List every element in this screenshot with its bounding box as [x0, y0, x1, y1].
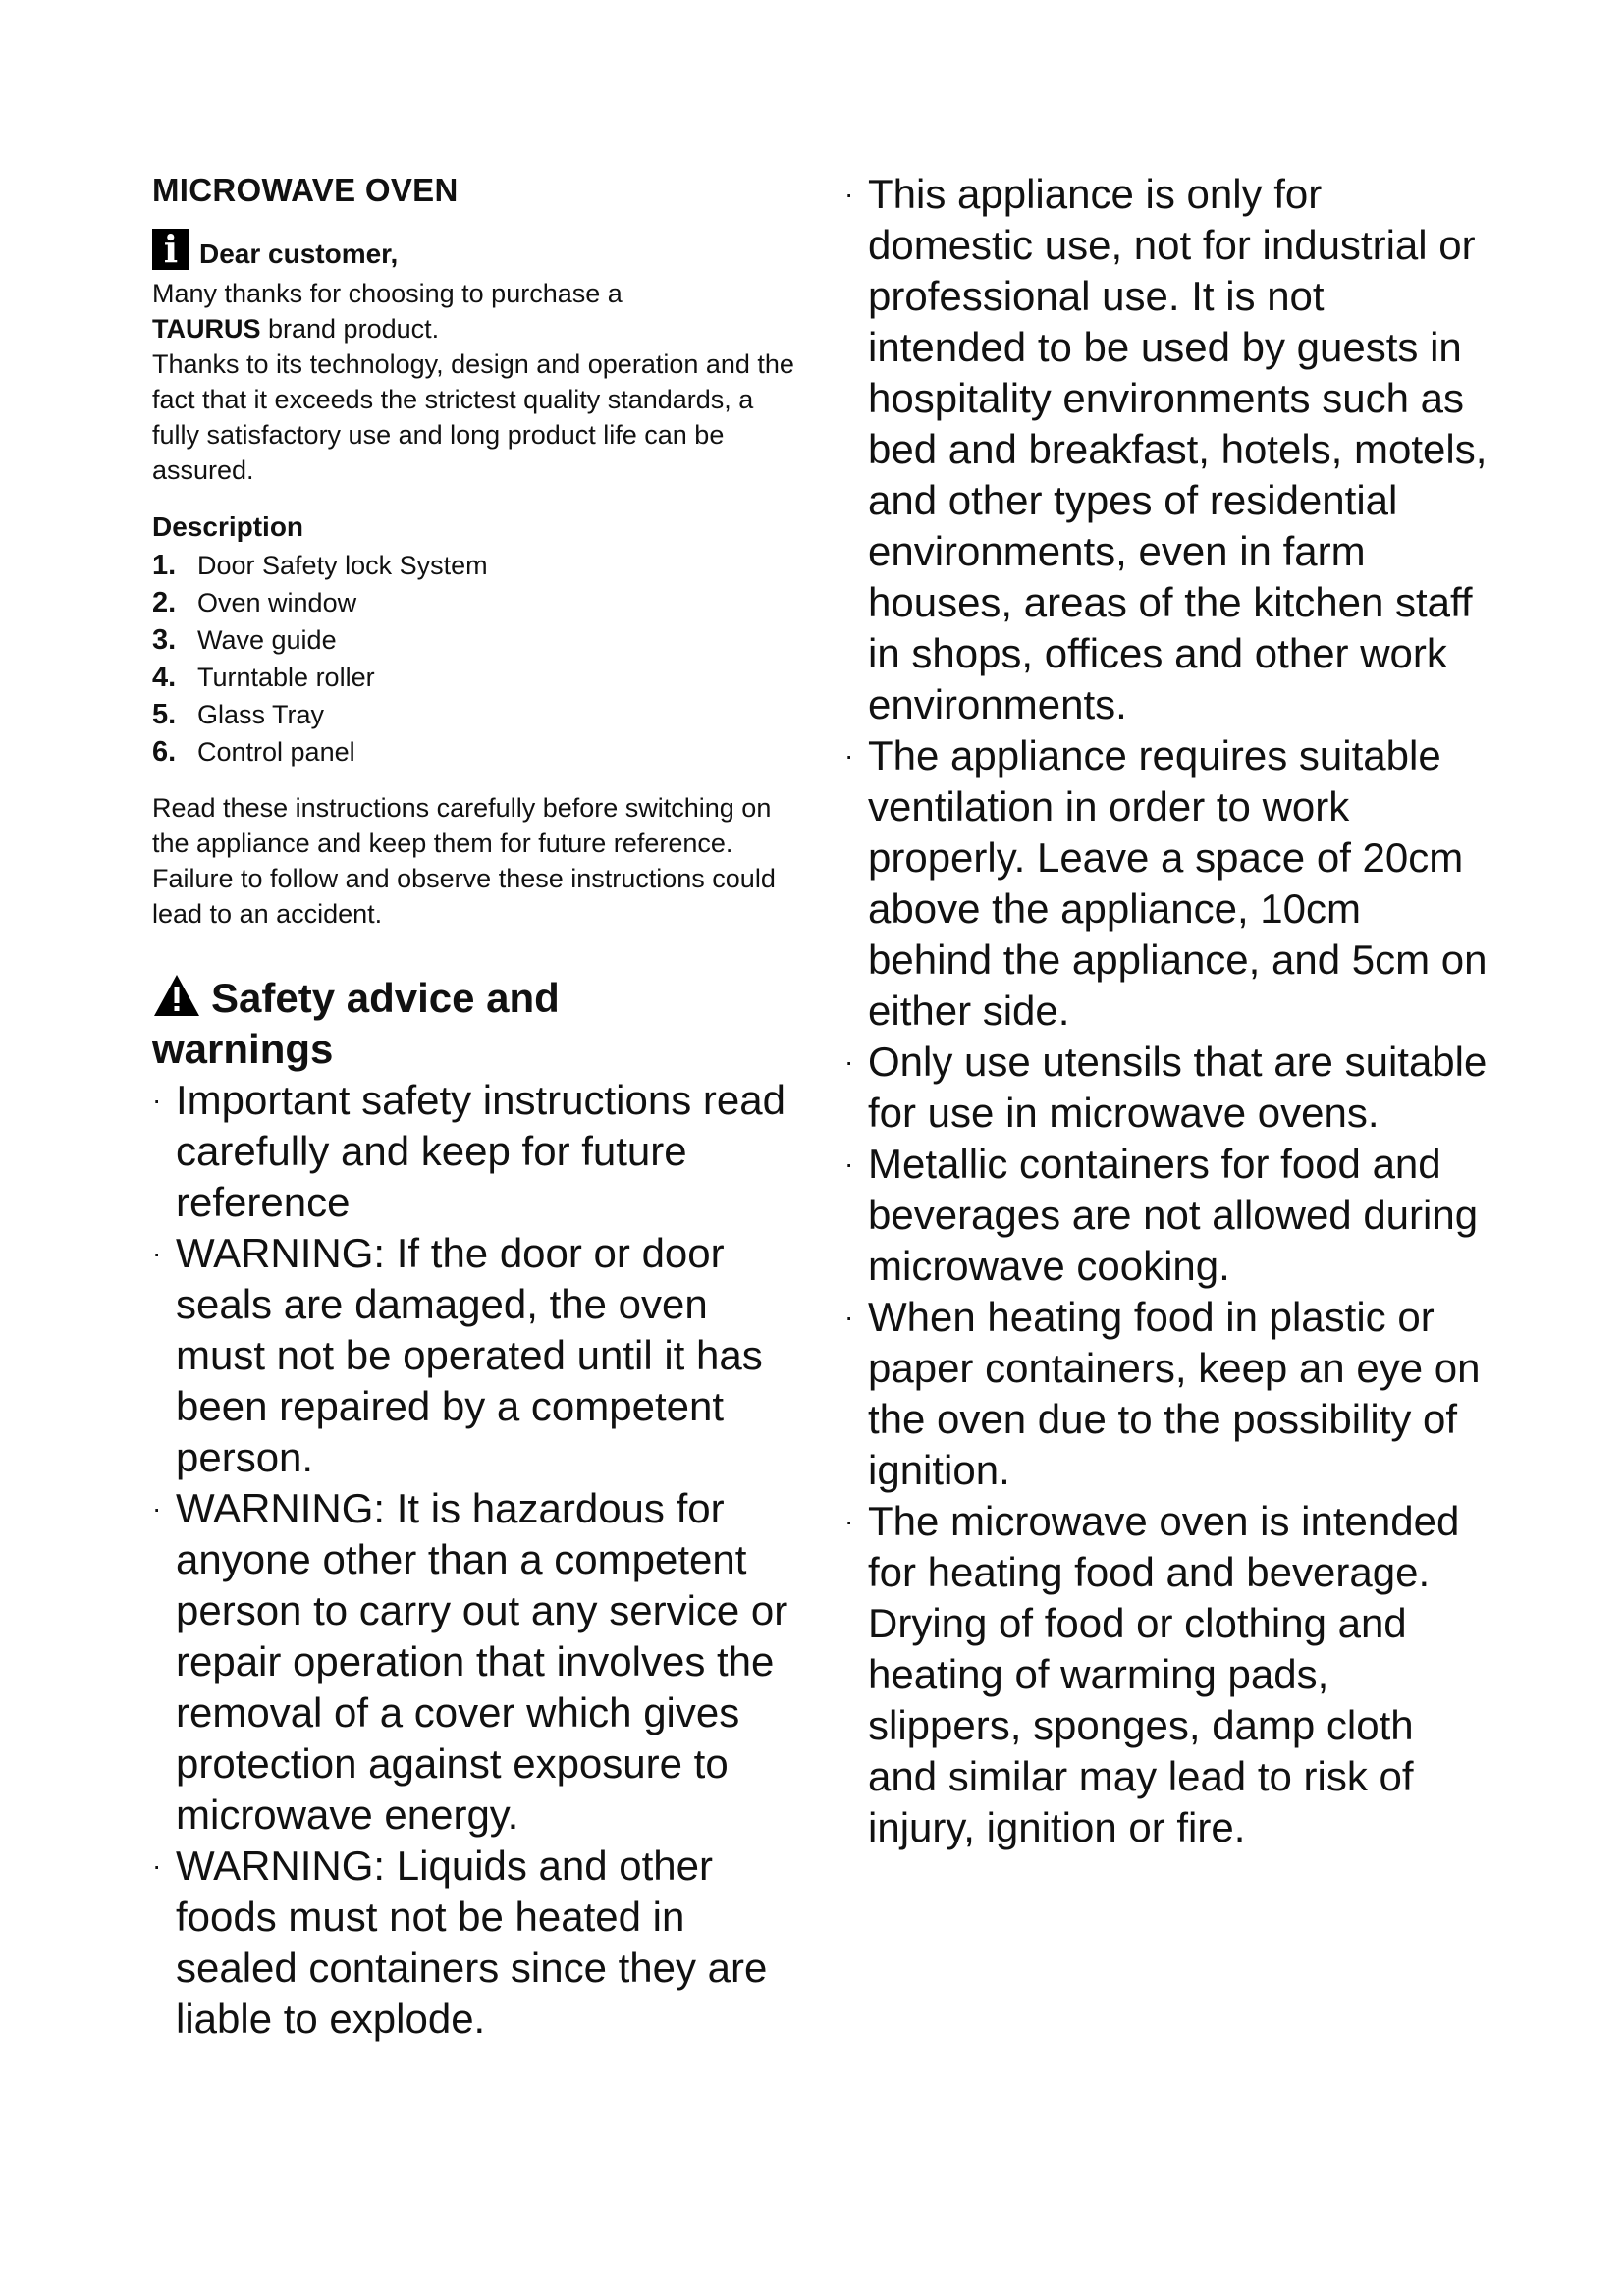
safety-item: [152, 1075, 800, 1228]
safety-item-text: Metallic containers for food and beverages are not allowed during microwave cooking.: [868, 1141, 1479, 1289]
bullet: ·: [844, 1302, 854, 1332]
description-number: 1.: [152, 550, 177, 581]
safety-item: [844, 730, 1492, 1037]
safety-list-left: [152, 1075, 800, 2045]
safety-item: [152, 1483, 800, 1841]
bullet: ·: [152, 1238, 162, 1268]
right-column: [844, 169, 1492, 1853]
description-number: 6.: [152, 736, 177, 768]
description-item: [152, 696, 800, 733]
safety-heading-row: [152, 973, 800, 1024]
description-list: [152, 547, 800, 771]
description-item: [152, 547, 800, 584]
description-label: Door Safety lock System: [197, 551, 488, 580]
bullet: ·: [152, 1850, 162, 1881]
bullet: ·: [844, 1506, 854, 1536]
bullet: ·: [152, 1493, 162, 1523]
safety-item-text: Important safety instructions read carefully and keep for future reference: [176, 1077, 785, 1225]
safety-item: [152, 1841, 800, 2045]
description-label: Oven window: [197, 588, 357, 617]
read-instructions-paragraph: Read these instructions carefully before switching on the appliance and keep them for future reference. Failure to follow and observe these instructions could lead to an accident.: [152, 793, 776, 929]
left-column: [152, 172, 800, 2045]
brand-name: TAURUS: [152, 314, 261, 344]
info-icon: i: [152, 229, 189, 270]
safety-item: [844, 1496, 1492, 1853]
description-label: Wave guide: [197, 625, 337, 655]
description-label: Control panel: [197, 737, 355, 767]
description-number: 2.: [152, 587, 177, 618]
safety-title-line2: warnings: [152, 1026, 334, 1072]
description-number: 3.: [152, 624, 177, 656]
description-label: Glass Tray: [197, 700, 325, 729]
safety-item-text: This appliance is only for domestic use, not for industrial or professional use. It is not intended to be used by guests in hospitality environments such as bed and breakfast, hotels, motels, and other types of residential environments, even in farm houses, areas of the kitchen staff in shops, offices and other work environments.: [868, 171, 1488, 727]
bullet: ·: [844, 1046, 854, 1077]
safety-item-text: WARNING: It is hazardous for anyone other than a competent person to carry out any service or repair operation that involves the removal of a cover which gives protection against exposure to microwave energy.: [176, 1485, 788, 1838]
description-title: Description: [152, 511, 304, 542]
customer-heading: Dear customer,: [199, 239, 399, 269]
description-item: [152, 584, 800, 621]
intro-paragraph-2: Thanks to its technology, design and operation and the fact that it exceeds the strictest quality standards, a fully satisfactory use and long product life can be assured.: [152, 349, 794, 485]
description-item: [152, 621, 800, 659]
safety-item: [844, 169, 1492, 730]
intro-line1-prefix: Many thanks for choosing to purchase a: [152, 279, 623, 308]
safety-item-text: When heating food in plastic or paper containers, keep an eye on the oven due to the possibility of ignition.: [868, 1294, 1481, 1493]
description-number: 4.: [152, 662, 177, 693]
description-label: Turntable roller: [197, 663, 375, 692]
description-item: [152, 659, 800, 696]
safety-item: [152, 1228, 800, 1483]
customer-heading-row: [152, 229, 800, 270]
warning-triangle-icon: [152, 973, 201, 1018]
safety-item-text: Only use utensils that are suitable for use in microwave ovens.: [868, 1039, 1488, 1136]
bullet: ·: [844, 740, 854, 771]
description-item: [152, 733, 800, 771]
description-number: 5.: [152, 699, 177, 730]
bullet: ·: [844, 179, 854, 209]
intro-line1-suffix: brand product.: [260, 314, 440, 344]
safety-item-text: WARNING: If the door or door seals are damaged, the oven must not be operated until it has been repaired by a competent person.: [176, 1230, 763, 1480]
bullet: ·: [152, 1085, 162, 1115]
safety-list-right: [844, 169, 1492, 1853]
safety-item: [844, 1037, 1492, 1139]
safety-title-line1: Safety advice and: [211, 975, 560, 1021]
intro-paragraph-1: [152, 276, 800, 347]
safety-item-text: The appliance requires suitable ventilation in order to work properly. Leave a space of 20cm above the appliance, 10cm behind the appliance, and 5cm on either side.: [868, 732, 1488, 1034]
bullet: ·: [844, 1148, 854, 1179]
safety-item-text: The microwave oven is intended for heating food and beverage. Drying of food or clothing and heating of warming pads, slippers, sponges, damp cloth and similar may lead to risk of injury, ignition or fire.: [868, 1498, 1460, 1850]
document-title: MICROWAVE OVEN: [152, 172, 459, 208]
safety-item: [844, 1292, 1492, 1496]
safety-item: [844, 1139, 1492, 1292]
safety-item-text: WARNING: Liquids and other foods must not be heated in sealed containers since they are liable to explode.: [176, 1842, 768, 2042]
